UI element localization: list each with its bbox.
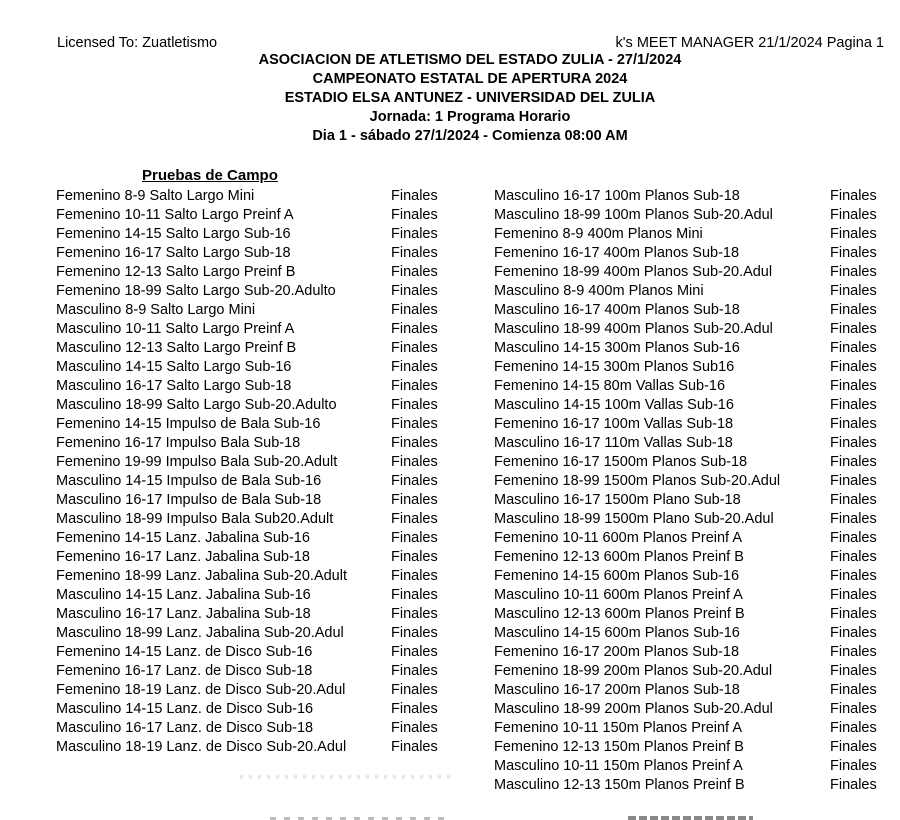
- event-round: Finales: [830, 207, 877, 223]
- event-row: [56, 358, 456, 377]
- event-row: [494, 624, 894, 643]
- event-name: Masculino 14-15 100m Vallas Sub-16: [494, 397, 734, 413]
- event-name: Femenino 16-17 400m Planos Sub-18: [494, 245, 740, 261]
- event-round: Finales: [391, 663, 438, 679]
- event-round: Finales: [830, 435, 877, 451]
- event-name: Masculino 16-17 1500m Plano Sub-18: [494, 492, 741, 508]
- event-row: [56, 187, 456, 206]
- event-round: Finales: [391, 720, 438, 736]
- event-round: Finales: [830, 359, 877, 375]
- event-row: [494, 320, 894, 339]
- event-round: Finales: [391, 682, 438, 698]
- event-row: [494, 244, 894, 263]
- event-row: [56, 643, 456, 662]
- event-round: Finales: [830, 549, 877, 565]
- event-name: Masculino 8-9 Salto Largo Mini: [56, 302, 256, 318]
- event-name: Masculino 18-99 200m Planos Sub-20.Adul: [494, 701, 773, 717]
- event-round: Finales: [391, 264, 438, 280]
- event-row: [56, 624, 456, 643]
- event-name: Masculino 16-17 Impulso de Bala Sub-18: [56, 492, 322, 508]
- association-title: ASOCIACION DE ATLETISMO DEL ESTADO ZULIA - 27/1/2024: [258, 52, 682, 68]
- event-row: [494, 206, 894, 225]
- event-round: Finales: [391, 454, 438, 470]
- event-name: Femenino 14-15 80m Vallas Sub-16: [494, 378, 726, 394]
- event-name: Femenino 14-15 600m Planos Sub-16: [494, 568, 740, 584]
- event-round: Finales: [830, 245, 877, 261]
- event-round: Finales: [830, 625, 877, 641]
- event-round: Finales: [830, 283, 877, 299]
- event-row: [494, 377, 894, 396]
- event-name: Masculino 16-17 100m Planos Sub-18: [494, 188, 740, 204]
- event-round: Finales: [830, 454, 877, 470]
- event-row: [56, 320, 456, 339]
- event-name: Femenino 18-99 Salto Largo Sub-20.Adulto: [56, 283, 336, 299]
- event-round: Finales: [391, 606, 438, 622]
- event-name: Femenino 18-19 Lanz. de Disco Sub-20.Adul: [56, 682, 346, 698]
- event-row: [494, 548, 894, 567]
- event-name: Masculino 18-99 Salto Largo Sub-20.Adulto: [56, 397, 337, 413]
- event-name: Femenino 10-11 Salto Largo Preinf A: [56, 207, 294, 223]
- event-row: [56, 377, 456, 396]
- event-round: Finales: [391, 625, 438, 641]
- event-row: [56, 244, 456, 263]
- event-name: Masculino 12-13 Salto Largo Preinf B: [56, 340, 297, 356]
- event-row: [56, 719, 456, 738]
- event-round: Finales: [830, 511, 877, 527]
- event-name: Masculino 8-9 400m Planos Mini: [494, 283, 704, 299]
- event-name: Femenino 16-17 1500m Planos Sub-18: [494, 454, 748, 470]
- event-row: [494, 187, 894, 206]
- event-round: Finales: [830, 644, 877, 660]
- scan-smudge: [240, 775, 450, 779]
- event-round: Finales: [391, 397, 438, 413]
- meet-manager-info: k's MEET MANAGER 21/1/2024 Pagina 1: [615, 35, 884, 51]
- event-round: Finales: [391, 492, 438, 508]
- track-events-list: [494, 187, 894, 795]
- event-round: Finales: [391, 302, 438, 318]
- event-name: Femenino 10-11 150m Planos Preinf A: [494, 720, 742, 736]
- event-name: Masculino 14-15 Lanz. Jabalina Sub-16: [56, 587, 311, 603]
- event-name: Femenino 16-17 200m Planos Sub-18: [494, 644, 740, 660]
- event-name: Femenino 18-99 Lanz. Jabalina Sub-20.Adult: [56, 568, 347, 584]
- event-row: [56, 548, 456, 567]
- event-round: Finales: [830, 473, 877, 489]
- event-round: Finales: [391, 188, 438, 204]
- event-round: Finales: [391, 549, 438, 565]
- event-round: Finales: [391, 283, 438, 299]
- event-name: Masculino 16-17 110m Vallas Sub-18: [494, 435, 733, 451]
- event-row: [56, 301, 456, 320]
- event-round: Finales: [391, 511, 438, 527]
- event-name: Masculino 12-13 600m Planos Preinf B: [494, 606, 745, 622]
- event-row: [494, 643, 894, 662]
- event-name: Femenino 16-17 Lanz. Jabalina Sub-18: [56, 549, 310, 565]
- event-round: Finales: [391, 226, 438, 242]
- event-name: Femenino 12-13 600m Planos Preinf B: [494, 549, 744, 565]
- event-name: Masculino 16-17 Lanz. de Disco Sub-18: [56, 720, 314, 736]
- stadium-title: ESTADIO ELSA ANTUNEZ - UNIVERSIDAD DEL ZULIA: [284, 90, 656, 106]
- event-round: Finales: [830, 416, 877, 432]
- event-name: Masculino 18-99 1500m Plano Sub-20.Adul: [494, 511, 774, 527]
- event-row: [56, 282, 456, 301]
- event-round: Finales: [391, 245, 438, 261]
- event-row: [494, 301, 894, 320]
- event-name: Femenino 16-17 Salto Largo Sub-18: [56, 245, 291, 261]
- event-name: Masculino 18-99 Impulso Bala Sub20.Adult: [56, 511, 334, 527]
- event-row: [494, 434, 894, 453]
- event-row: [56, 225, 456, 244]
- field-events-heading: Pruebas de Campo: [142, 167, 278, 184]
- event-row: [56, 263, 456, 282]
- event-row: [56, 396, 456, 415]
- event-row: [56, 681, 456, 700]
- event-name: Femenino 10-11 600m Planos Preinf A: [494, 530, 742, 546]
- event-round: Finales: [830, 587, 877, 603]
- event-row: [56, 567, 456, 586]
- event-row: [56, 662, 456, 681]
- event-round: Finales: [391, 644, 438, 660]
- event-round: Finales: [391, 701, 438, 717]
- event-row: [56, 415, 456, 434]
- event-name: Masculino 18-99 400m Planos Sub-20.Adul: [494, 321, 773, 337]
- event-row: [56, 700, 456, 719]
- event-name: Femenino 16-17 Impulso Bala Sub-18: [56, 435, 301, 451]
- event-round: Finales: [391, 321, 438, 337]
- event-name: Masculino 14-15 Impulso de Bala Sub-16: [56, 473, 322, 489]
- event-round: Finales: [391, 587, 438, 603]
- event-round: Finales: [830, 606, 877, 622]
- event-name: Masculino 18-99 Lanz. Jabalina Sub-20.Adul: [56, 625, 344, 641]
- event-name: Masculino 18-99 100m Planos Sub-20.Adul: [494, 207, 773, 223]
- event-row: [494, 339, 894, 358]
- event-round: Finales: [391, 416, 438, 432]
- cutoff-heading-fragment: [628, 816, 753, 820]
- event-round: Finales: [830, 264, 877, 280]
- event-name: Masculino 14-15 600m Planos Sub-16: [494, 625, 740, 641]
- event-row: [56, 529, 456, 548]
- event-row: [494, 738, 894, 757]
- field-events-list: [56, 187, 456, 757]
- event-row: [56, 453, 456, 472]
- event-row: [494, 358, 894, 377]
- event-row: [494, 491, 894, 510]
- championship-title: CAMPEONATO ESTATAL DE APERTURA 2024: [312, 71, 628, 87]
- event-row: [494, 282, 894, 301]
- event-round: Finales: [830, 720, 877, 736]
- event-name: Femenino 16-17 Lanz. de Disco Sub-18: [56, 663, 313, 679]
- event-round: Finales: [391, 359, 438, 375]
- event-name: Femenino 8-9 Salto Largo Mini: [56, 188, 255, 204]
- event-name: Femenino 14-15 Lanz. de Disco Sub-16: [56, 644, 313, 660]
- event-row: [494, 757, 894, 776]
- event-name: Femenino 18-99 400m Planos Sub-20.Adul: [494, 264, 773, 280]
- event-row: [494, 472, 894, 491]
- event-name: Femenino 14-15 Impulso de Bala Sub-16: [56, 416, 321, 432]
- event-row: [56, 738, 456, 757]
- event-row: [494, 396, 894, 415]
- event-name: Femenino 18-99 1500m Planos Sub-20.Adul: [494, 473, 781, 489]
- event-row: [494, 605, 894, 624]
- event-name: Femenino 12-13 Salto Largo Preinf B: [56, 264, 296, 280]
- event-row: [494, 567, 894, 586]
- event-name: Masculino 14-15 Salto Largo Sub-16: [56, 359, 292, 375]
- event-row: [56, 510, 456, 529]
- event-row: [494, 510, 894, 529]
- event-round: Finales: [830, 397, 877, 413]
- event-round: Finales: [391, 207, 438, 223]
- event-name: Femenino 14-15 Lanz. Jabalina Sub-16: [56, 530, 310, 546]
- event-row: [56, 472, 456, 491]
- event-name: Femenino 14-15 Salto Largo Sub-16: [56, 226, 291, 242]
- event-name: Femenino 18-99 200m Planos Sub-20.Adul: [494, 663, 773, 679]
- event-round: Finales: [830, 226, 877, 242]
- event-name: Masculino 14-15 Lanz. de Disco Sub-16: [56, 701, 314, 717]
- event-name: Masculino 10-11 150m Planos Preinf A: [494, 758, 743, 774]
- event-name: Masculino 14-15 300m Planos Sub-16: [494, 340, 740, 356]
- event-row: [56, 434, 456, 453]
- document-title-block: [0, 51, 900, 146]
- event-name: Masculino 10-11 600m Planos Preinf A: [494, 587, 743, 603]
- event-round: Finales: [391, 435, 438, 451]
- event-name: Femenino 12-13 150m Planos Preinf B: [494, 739, 744, 755]
- event-row: [494, 225, 894, 244]
- event-round: Finales: [830, 777, 877, 793]
- event-row: [494, 529, 894, 548]
- event-row: [494, 662, 894, 681]
- session-title: Jornada: 1 Programa Horario: [369, 109, 571, 125]
- event-round: Finales: [391, 473, 438, 489]
- event-round: Finales: [391, 340, 438, 356]
- event-row: [494, 681, 894, 700]
- event-row: [494, 453, 894, 472]
- event-name: Masculino 12-13 150m Planos Preinf B: [494, 777, 745, 793]
- event-row: [56, 605, 456, 624]
- event-round: Finales: [830, 340, 877, 356]
- event-name: Femenino 16-17 100m Vallas Sub-18: [494, 416, 734, 432]
- event-round: Finales: [391, 568, 438, 584]
- event-name: Masculino 18-19 Lanz. de Disco Sub-20.Adul: [56, 739, 347, 755]
- event-row: [56, 491, 456, 510]
- event-round: Finales: [830, 530, 877, 546]
- event-row: [56, 206, 456, 225]
- event-row: [494, 586, 894, 605]
- event-name: Masculino 16-17 Lanz. Jabalina Sub-18: [56, 606, 311, 622]
- event-row: [56, 339, 456, 358]
- event-round: Finales: [830, 568, 877, 584]
- event-round: Finales: [830, 321, 877, 337]
- event-round: Finales: [830, 739, 877, 755]
- event-name: Femenino 14-15 300m Planos Sub16: [494, 359, 735, 375]
- event-name: Femenino 19-99 Impulso Bala Sub-20.Adult: [56, 454, 338, 470]
- event-name: Masculino 10-11 Salto Largo Preinf A: [56, 321, 295, 337]
- event-row: [494, 415, 894, 434]
- event-row: [494, 263, 894, 282]
- event-round: Finales: [830, 302, 877, 318]
- event-name: Masculino 16-17 400m Planos Sub-18: [494, 302, 740, 318]
- event-round: Finales: [830, 663, 877, 679]
- event-round: Finales: [830, 188, 877, 204]
- event-name: Masculino 16-17 Salto Largo Sub-18: [56, 378, 292, 394]
- event-round: Finales: [830, 701, 877, 717]
- event-row: [494, 776, 894, 795]
- event-round: Finales: [830, 378, 877, 394]
- event-row: [494, 700, 894, 719]
- event-row: [494, 719, 894, 738]
- event-name: Masculino 16-17 200m Planos Sub-18: [494, 682, 740, 698]
- event-round: Finales: [391, 530, 438, 546]
- day-title: Dia 1 - sábado 27/1/2024 - Comienza 08:00 AM: [312, 128, 628, 144]
- event-round: Finales: [830, 682, 877, 698]
- event-name: Femenino 8-9 400m Planos Mini: [494, 226, 703, 242]
- event-round: Finales: [830, 758, 877, 774]
- event-row: [56, 586, 456, 605]
- event-round: Finales: [391, 378, 438, 394]
- license-text: Licensed To: Zuatletismo: [57, 35, 218, 51]
- event-round: Finales: [391, 739, 438, 755]
- event-round: Finales: [830, 492, 877, 508]
